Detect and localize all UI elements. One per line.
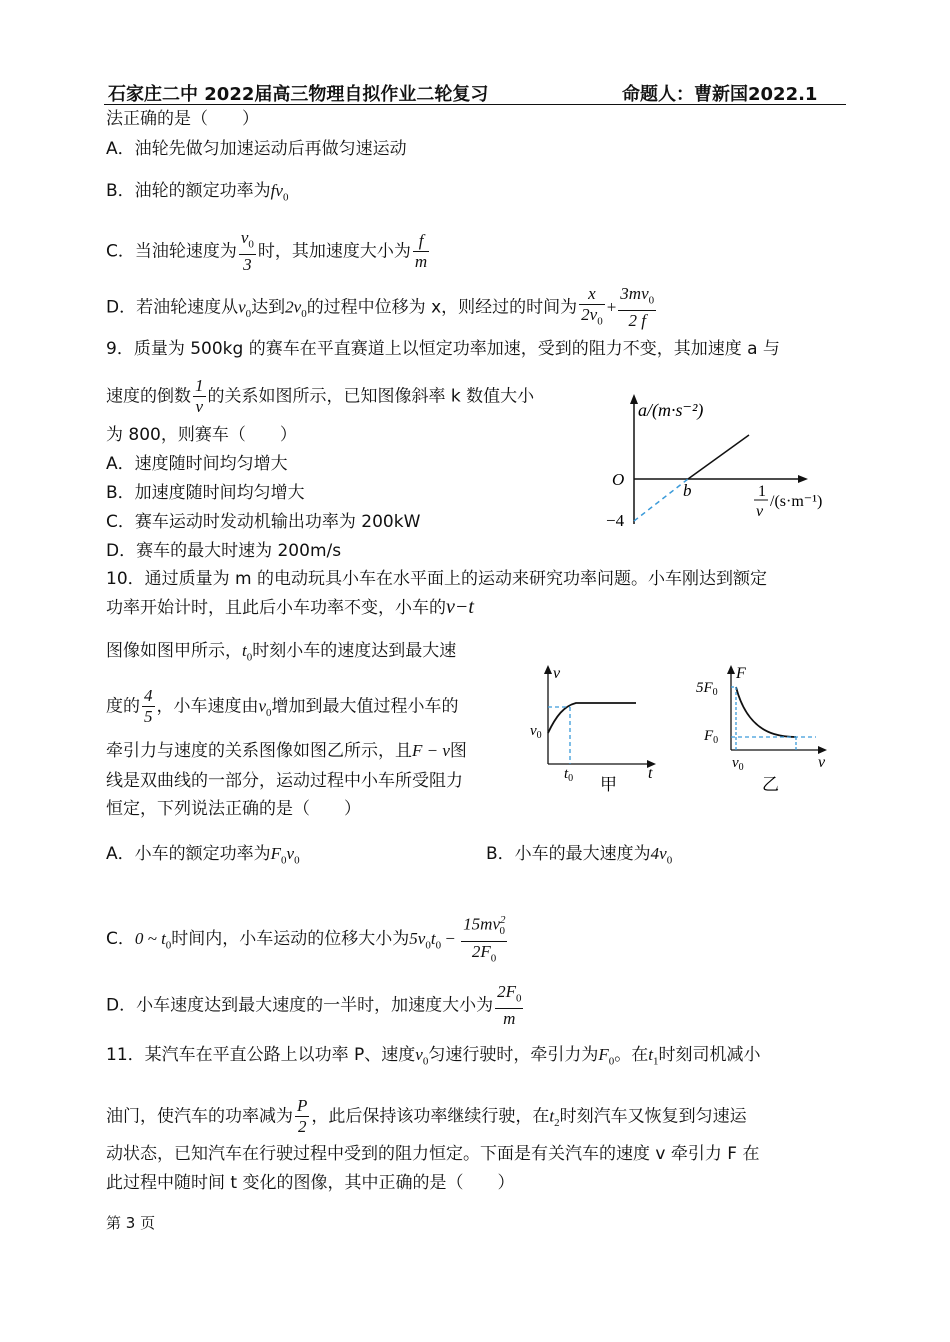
q10-option-b: B．小车的最大速度为$4v_0$: [486, 844, 673, 867]
q8-option-b: B．油轮的额定功率为$fv_0$: [106, 181, 289, 204]
q9-xlabel-unit: /(s·m⁻¹): [770, 493, 823, 510]
q10b-vlabel: v: [818, 754, 826, 771]
q10a-t0: $t_0$: [564, 766, 574, 784]
q10a-curve: [548, 703, 636, 733]
q9-line2: 速度的倒数 $\frac{1}{v}$ 的关系如图所示，已知图像斜率 k 数值大小: [106, 376, 535, 416]
q9-option-c: C．赛车运动时发动机输出功率为 200kW: [106, 512, 421, 532]
q8-option-a: A．油轮先做匀加速运动后再做匀速运动: [106, 139, 407, 159]
q10-line5: 牵引力与速度的关系图像如图乙所示，且F − v图: [106, 741, 467, 761]
q10-graph-a: [526, 660, 666, 795]
q9-x-arrow: [798, 475, 808, 483]
q9-y-arrow: [630, 394, 638, 404]
q10a-vlabel: v: [553, 665, 561, 682]
header-rule: [104, 104, 846, 105]
q10-line3: 图像如图甲所示，$t_0$时刻小车的速度达到最大速: [106, 641, 457, 664]
q10-option-d: D．小车速度达到最大速度的一半时，加速度大小为 $\frac{2F_0}{m}$: [106, 982, 522, 1029]
q8-option-c: C．当油轮速度为 $\frac{v_0}{3}$ 时，其加速度大小为 $\frac{f}{m}$: [106, 228, 428, 275]
q9-graph: [596, 392, 846, 534]
header-title: 石家庄二中 2022届高三物理自拟作业二轮复习: [108, 84, 489, 105]
q11-line3: 动状态，已知汽车在行驶过程中受到的阻力恒定。下面是有关汽车的速度 v 牵引力 F 在: [106, 1144, 760, 1164]
q10-option-c: C．0 ~ $t_0$时间内，小车运动的位移大小为$5v_0t_0$ − $\frac{15mv^2_0}{2F_0}$: [106, 910, 509, 968]
q9-ylabel: a/(m·s⁻²): [638, 400, 704, 420]
q10-graph-b: [696, 660, 846, 795]
q10-line7: 恒定，下列说法正确的是（ ）: [106, 799, 361, 819]
q10-line1: 10．通过质量为 m 的电动玩具小车在水平面上的运动来研究功率问题。小车刚达到额定: [106, 569, 767, 589]
q10b-f0: $F_0$: [704, 728, 719, 746]
q9-xlabel-num: 1: [758, 483, 766, 500]
q9-b-label: b: [683, 481, 692, 500]
q10-line2: 功率开始计时，且此后小车功率不变，小车的v−t: [106, 596, 474, 618]
q8-stem-tail: 法正确的是（ ）: [106, 109, 259, 129]
q11-line2: 油门，使汽车的功率减为 $\frac{P}{2}$ ，此后保持该功率继续行驶，在$t_2$时刻汽车又恢复到匀速运: [106, 1096, 747, 1136]
q9-solid-line: [688, 435, 749, 479]
q9-xlabel-den: v: [756, 503, 764, 520]
q10b-caption: 乙: [762, 775, 779, 794]
q11-line4: 此过程中随时间 t 变化的图像，其中正确的是（ ）: [106, 1173, 515, 1193]
q10b-v0: $v_0$: [732, 755, 744, 773]
q10a-caption: 甲: [600, 775, 617, 794]
page-number: 第 3 页: [106, 1214, 156, 1232]
q9-option-d: D．赛车的最大时速为 200m/s: [106, 541, 342, 561]
q10-option-a: A．小车的额定功率为$F_0v_0$: [106, 844, 300, 867]
q10b-5f0: $5F_0$: [696, 680, 718, 698]
q10-line6: 线是双曲线的一部分，运动过程中小车所受阻力: [106, 771, 463, 791]
q10-line4: 度的 $\frac{4}{5}$ ，小车速度由$v_0$增加到最大值过程小车的: [106, 686, 459, 726]
header-author: 命题人：曹新国2022.1: [622, 84, 818, 105]
q10a-v0: $v_0$: [530, 723, 542, 741]
q9-origin: O: [612, 470, 625, 489]
q8-option-d: D．若油轮速度从$v_0$达到$2v_0$的过程中位移为 x，则经过的时间为 $\frac{x}{2v_0}$ + $\frac{3mv_0}{2 f}$: [106, 284, 655, 331]
q11-line1: 11．某汽车在平直公路上以功率 P、速度$v_0$匀速行驶时，牵引力为$F_0$。在$t_1$时刻司机减小: [106, 1045, 761, 1068]
q10a-tlabel: t: [648, 765, 653, 782]
q9-line3: 为 800，则赛车（ ）: [106, 425, 297, 445]
q9-line1: 9．质量为 500kg 的赛车在平直赛道上以恒定功率加速，受到的阻力不变，其加速度 a 与: [106, 339, 780, 359]
q9-option-b: B．加速度随时间均匀增大: [106, 483, 305, 503]
q9-dashed-line: [634, 479, 688, 521]
q10b-curve: [736, 687, 796, 737]
q10b-flabel: F: [736, 665, 746, 682]
q9-option-a: A．速度随时间均匀增大: [106, 454, 288, 474]
q9-neg-label: −4: [606, 511, 625, 530]
